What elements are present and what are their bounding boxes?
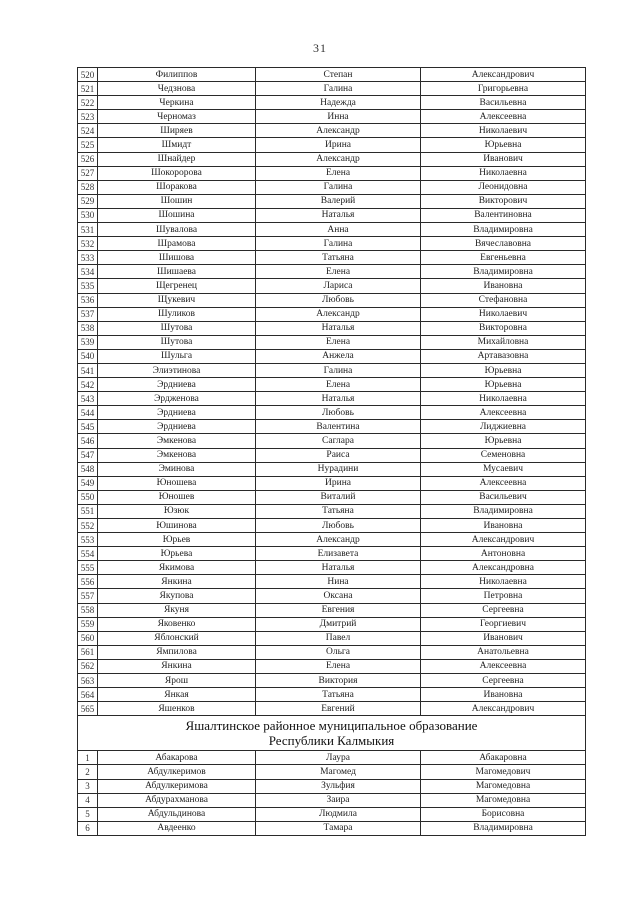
last-name: Абдурахманова xyxy=(98,793,256,807)
last-name: Янкина xyxy=(98,659,256,673)
patronymic: Петровна xyxy=(421,589,586,603)
last-name: Юшинова xyxy=(98,519,256,533)
table-row xyxy=(78,603,586,617)
last-name: Эрдниева xyxy=(98,406,256,420)
first-name: Елена xyxy=(256,166,421,180)
table-row xyxy=(78,519,586,533)
table-row xyxy=(78,335,586,349)
last-name: Яблонский xyxy=(98,631,256,645)
last-name: Черкина xyxy=(98,96,256,110)
table-row xyxy=(78,448,586,462)
table-row xyxy=(78,490,586,504)
row-number: 559 xyxy=(78,617,98,631)
table-row xyxy=(78,180,586,194)
row-number: 556 xyxy=(78,575,98,589)
table-row xyxy=(78,265,586,279)
row-number: 558 xyxy=(78,603,98,617)
last-name: Юрьев xyxy=(98,533,256,547)
first-name: Зульфия xyxy=(256,779,421,793)
patronymic: Александрович xyxy=(421,68,586,82)
last-name: Щегренец xyxy=(98,279,256,293)
row-number: 520 xyxy=(78,68,98,82)
first-name: Наталья xyxy=(256,561,421,575)
patronymic: Николаевич xyxy=(421,307,586,321)
row-number: 529 xyxy=(78,194,98,208)
row-number: 534 xyxy=(78,265,98,279)
table-row xyxy=(78,208,586,222)
last-name: Шрамова xyxy=(98,237,256,251)
section-title xyxy=(78,716,586,751)
row-number: 564 xyxy=(78,688,98,702)
table-row xyxy=(78,138,586,152)
last-name: Шмидт xyxy=(98,138,256,152)
patronymic: Сергеевна xyxy=(421,603,586,617)
last-name: Ямпилова xyxy=(98,645,256,659)
first-name: Магомед xyxy=(256,765,421,779)
table-row xyxy=(78,533,586,547)
last-name: Щукевич xyxy=(98,293,256,307)
first-name: Галина xyxy=(256,82,421,96)
row-number: 540 xyxy=(78,349,98,363)
first-name: Александр xyxy=(256,533,421,547)
first-name: Татьяна xyxy=(256,504,421,518)
last-name: Юношева xyxy=(98,476,256,490)
row-number: 537 xyxy=(78,307,98,321)
patronymic: Юрьевна xyxy=(421,434,586,448)
last-name: Абдулкеримов xyxy=(98,765,256,779)
first-name: Наталья xyxy=(256,392,421,406)
patronymic: Михайловна xyxy=(421,335,586,349)
table-row xyxy=(78,645,586,659)
last-name: Янкая xyxy=(98,688,256,702)
patronymic: Юрьевна xyxy=(421,378,586,392)
row-number: 555 xyxy=(78,561,98,575)
section-title-line-2: Республики Калмыкия xyxy=(268,733,395,749)
last-name: Филиппов xyxy=(98,68,256,82)
row-number: 531 xyxy=(78,223,98,237)
table-row xyxy=(78,223,586,237)
last-name: Шошина xyxy=(98,208,256,222)
first-name: Ирина xyxy=(256,138,421,152)
row-number: 539 xyxy=(78,335,98,349)
table-row xyxy=(78,561,586,575)
table-row xyxy=(78,807,586,821)
first-name: Евгения xyxy=(256,603,421,617)
row-number: 565 xyxy=(78,702,98,716)
first-name: Виталий xyxy=(256,490,421,504)
first-name: Валентина xyxy=(256,420,421,434)
section-title-line-1: Яшалтинское районное муниципальное образование xyxy=(185,718,478,734)
row-number: 547 xyxy=(78,448,98,462)
patronymic: Александрович xyxy=(421,533,586,547)
table-row xyxy=(78,378,586,392)
names-table-body xyxy=(78,68,586,836)
first-name: Раиса xyxy=(256,448,421,462)
last-name: Черномаз xyxy=(98,110,256,124)
last-name: Элиэтинова xyxy=(98,363,256,377)
patronymic: Стефановна xyxy=(421,293,586,307)
patronymic: Георгиевич xyxy=(421,617,586,631)
last-name: Шутова xyxy=(98,335,256,349)
table-row xyxy=(78,82,586,96)
first-name: Елена xyxy=(256,335,421,349)
patronymic: Абакаровна xyxy=(421,751,586,765)
patronymic: Семеновна xyxy=(421,448,586,462)
last-name: Шутова xyxy=(98,321,256,335)
table-row xyxy=(78,406,586,420)
patronymic: Вячеславовна xyxy=(421,237,586,251)
patronymic: Магомедович xyxy=(421,765,586,779)
table-row xyxy=(78,194,586,208)
patronymic: Юрьевна xyxy=(421,138,586,152)
row-number: 550 xyxy=(78,490,98,504)
row-number: 554 xyxy=(78,547,98,561)
row-number: 5 xyxy=(78,807,98,821)
row-number: 562 xyxy=(78,659,98,673)
row-number: 528 xyxy=(78,180,98,194)
table-row xyxy=(78,476,586,490)
table-row xyxy=(78,293,586,307)
table-row xyxy=(78,765,586,779)
first-name: Лаура xyxy=(256,751,421,765)
table-row xyxy=(78,589,586,603)
first-name: Виктория xyxy=(256,674,421,688)
first-name: Дмитрий xyxy=(256,617,421,631)
patronymic: Валентиновна xyxy=(421,208,586,222)
row-number: 3 xyxy=(78,779,98,793)
last-name: Авдеенко xyxy=(98,821,256,835)
table-row xyxy=(78,251,586,265)
first-name: Галина xyxy=(256,363,421,377)
first-name: Татьяна xyxy=(256,251,421,265)
table-row xyxy=(78,152,586,166)
first-name: Надежда xyxy=(256,96,421,110)
first-name: Степан xyxy=(256,68,421,82)
patronymic: Алексеевна xyxy=(421,110,586,124)
last-name: Эрдженова xyxy=(98,392,256,406)
patronymic: Борисовна xyxy=(421,807,586,821)
last-name: Эрдниева xyxy=(98,420,256,434)
row-number: 542 xyxy=(78,378,98,392)
last-name: Эмкенова xyxy=(98,434,256,448)
patronymic: Викторовна xyxy=(421,321,586,335)
table-row xyxy=(78,68,586,82)
table-row xyxy=(78,279,586,293)
patronymic: Владимировна xyxy=(421,504,586,518)
patronymic: Магомедовна xyxy=(421,793,586,807)
patronymic: Ивановна xyxy=(421,688,586,702)
row-number: 557 xyxy=(78,589,98,603)
patronymic: Ивановна xyxy=(421,279,586,293)
last-name: Ширяев xyxy=(98,124,256,138)
patronymic: Владимировна xyxy=(421,265,586,279)
last-name: Шульга xyxy=(98,349,256,363)
last-name: Юношев xyxy=(98,490,256,504)
patronymic: Алексеевна xyxy=(421,659,586,673)
first-name: Елена xyxy=(256,378,421,392)
table-row xyxy=(78,504,586,518)
table-row xyxy=(78,110,586,124)
patronymic: Васильевич xyxy=(421,490,586,504)
patronymic: Лиджиевна xyxy=(421,420,586,434)
last-name: Шокоророва xyxy=(98,166,256,180)
last-name: Якуня xyxy=(98,603,256,617)
row-number: 533 xyxy=(78,251,98,265)
row-number: 560 xyxy=(78,631,98,645)
page-number: 31 xyxy=(313,41,327,55)
patronymic: Сергеевна xyxy=(421,674,586,688)
last-name: Якупова xyxy=(98,589,256,603)
row-number: 523 xyxy=(78,110,98,124)
table-row xyxy=(78,793,586,807)
patronymic: Антоновна xyxy=(421,547,586,561)
row-number: 538 xyxy=(78,321,98,335)
last-name: Эрдниева xyxy=(98,378,256,392)
row-number: 541 xyxy=(78,363,98,377)
row-number: 546 xyxy=(78,434,98,448)
patronymic: Ивановна xyxy=(421,519,586,533)
last-name: Эминова xyxy=(98,462,256,476)
first-name: Любовь xyxy=(256,293,421,307)
row-number: 563 xyxy=(78,674,98,688)
table-row xyxy=(78,420,586,434)
patronymic: Юрьевна xyxy=(421,363,586,377)
patronymic: Леонидовна xyxy=(421,180,586,194)
row-number: 1 xyxy=(78,751,98,765)
last-name: Юрьева xyxy=(98,547,256,561)
last-name: Чедзнова xyxy=(98,82,256,96)
table-row xyxy=(78,166,586,180)
last-name: Шуликов xyxy=(98,307,256,321)
first-name: Галина xyxy=(256,180,421,194)
first-name: Любовь xyxy=(256,519,421,533)
last-name: Яковенко xyxy=(98,617,256,631)
section-header-row xyxy=(78,716,586,751)
last-name: Абдульдинова xyxy=(98,807,256,821)
patronymic: Николаевна xyxy=(421,392,586,406)
patronymic: Алексеевна xyxy=(421,406,586,420)
patronymic: Васильевна xyxy=(421,96,586,110)
first-name: Любовь xyxy=(256,406,421,420)
last-name: Шишова xyxy=(98,251,256,265)
patronymic: Александровна xyxy=(421,561,586,575)
row-number: 536 xyxy=(78,293,98,307)
last-name: Янкина xyxy=(98,575,256,589)
table-row xyxy=(78,124,586,138)
first-name: Галина xyxy=(256,237,421,251)
last-name: Абдулкеримова xyxy=(98,779,256,793)
table-row xyxy=(78,321,586,335)
patronymic: Александрович xyxy=(421,702,586,716)
first-name: Елизавета xyxy=(256,547,421,561)
row-number: 2 xyxy=(78,765,98,779)
table-row xyxy=(78,96,586,110)
row-number: 524 xyxy=(78,124,98,138)
first-name: Людмила xyxy=(256,807,421,821)
patronymic: Анатольевна xyxy=(421,645,586,659)
first-name: Елена xyxy=(256,265,421,279)
last-name: Эмкенова xyxy=(98,448,256,462)
last-name: Шишаева xyxy=(98,265,256,279)
patronymic: Викторович xyxy=(421,194,586,208)
table-row xyxy=(78,349,586,363)
patronymic: Николаевич xyxy=(421,124,586,138)
row-number: 530 xyxy=(78,208,98,222)
table-row xyxy=(78,547,586,561)
last-name: Шнайдер xyxy=(98,152,256,166)
row-number: 535 xyxy=(78,279,98,293)
row-number: 561 xyxy=(78,645,98,659)
first-name: Александр xyxy=(256,307,421,321)
last-name: Юзюк xyxy=(98,504,256,518)
table-row xyxy=(78,237,586,251)
table-row xyxy=(78,434,586,448)
table-row xyxy=(78,392,586,406)
first-name: Ирина xyxy=(256,476,421,490)
first-name: Татьяна xyxy=(256,688,421,702)
patronymic: Иванович xyxy=(421,631,586,645)
first-name: Анжела xyxy=(256,349,421,363)
row-number: 552 xyxy=(78,519,98,533)
row-number: 6 xyxy=(78,821,98,835)
row-number: 544 xyxy=(78,406,98,420)
patronymic: Григорьевна xyxy=(421,82,586,96)
first-name: Ольга xyxy=(256,645,421,659)
last-name: Якимова xyxy=(98,561,256,575)
row-number: 551 xyxy=(78,504,98,518)
first-name: Александр xyxy=(256,152,421,166)
table-row xyxy=(78,617,586,631)
first-name: Заира xyxy=(256,793,421,807)
row-number: 526 xyxy=(78,152,98,166)
table-row xyxy=(78,575,586,589)
row-number: 521 xyxy=(78,82,98,96)
last-name: Шувалова xyxy=(98,223,256,237)
table-row xyxy=(78,363,586,377)
patronymic: Владимировна xyxy=(421,223,586,237)
table-row xyxy=(78,779,586,793)
table-row xyxy=(78,307,586,321)
first-name: Александр xyxy=(256,124,421,138)
patronymic: Николаевна xyxy=(421,166,586,180)
last-name: Шошин xyxy=(98,194,256,208)
first-name: Анна xyxy=(256,223,421,237)
last-name: Яшенков xyxy=(98,702,256,716)
patronymic: Евгеньевна xyxy=(421,251,586,265)
patronymic: Артавазовна xyxy=(421,349,586,363)
patronymic: Николаевна xyxy=(421,575,586,589)
first-name: Лариса xyxy=(256,279,421,293)
row-number: 525 xyxy=(78,138,98,152)
row-number: 553 xyxy=(78,533,98,547)
table-row xyxy=(78,631,586,645)
patronymic: Мусаевич xyxy=(421,462,586,476)
table-row xyxy=(78,821,586,835)
first-name: Павел xyxy=(256,631,421,645)
names-table xyxy=(77,67,586,836)
row-number: 548 xyxy=(78,462,98,476)
first-name: Валерий xyxy=(256,194,421,208)
table-row xyxy=(78,462,586,476)
last-name: Шоракова xyxy=(98,180,256,194)
row-number: 532 xyxy=(78,237,98,251)
first-name: Наталья xyxy=(256,208,421,222)
first-name: Саглара xyxy=(256,434,421,448)
row-number: 543 xyxy=(78,392,98,406)
first-name: Тамара xyxy=(256,821,421,835)
table-row xyxy=(78,702,586,716)
row-number: 549 xyxy=(78,476,98,490)
table-row xyxy=(78,659,586,673)
last-name: Абакарова xyxy=(98,751,256,765)
first-name: Нина xyxy=(256,575,421,589)
last-name: Ярош xyxy=(98,674,256,688)
first-name: Нурадини xyxy=(256,462,421,476)
patronymic: Иванович xyxy=(421,152,586,166)
patronymic: Алексеевна xyxy=(421,476,586,490)
table-row xyxy=(78,688,586,702)
table-row xyxy=(78,751,586,765)
row-number: 4 xyxy=(78,793,98,807)
row-number: 545 xyxy=(78,420,98,434)
first-name: Елена xyxy=(256,659,421,673)
row-number: 522 xyxy=(78,96,98,110)
first-name: Евгений xyxy=(256,702,421,716)
patronymic: Владимировна xyxy=(421,821,586,835)
table-row xyxy=(78,674,586,688)
patronymic: Магомедовна xyxy=(421,779,586,793)
first-name: Инна xyxy=(256,110,421,124)
first-name: Наталья xyxy=(256,321,421,335)
row-number: 527 xyxy=(78,166,98,180)
first-name: Оксана xyxy=(256,589,421,603)
